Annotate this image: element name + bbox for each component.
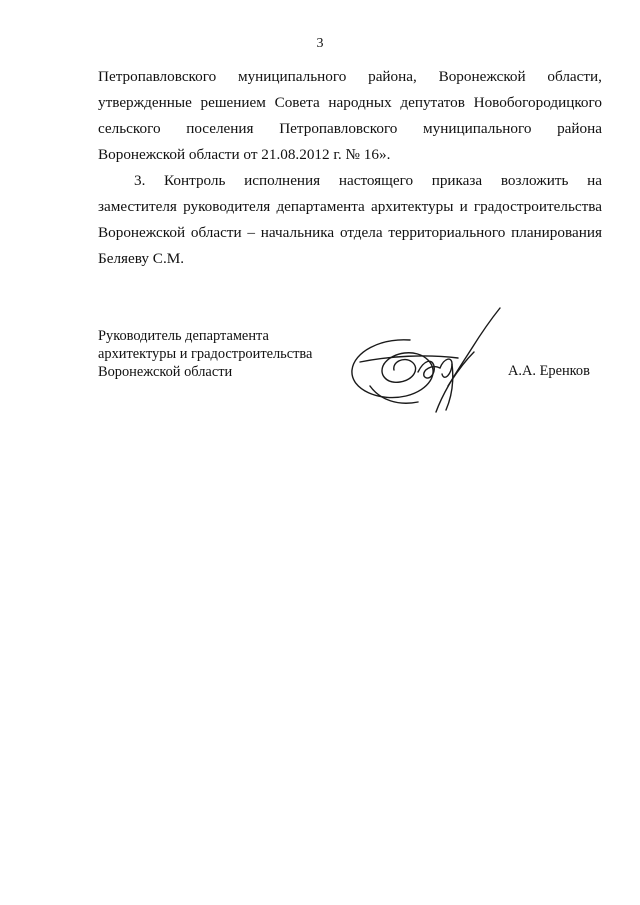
position-line: Руководитель департамента (98, 328, 269, 344)
word: района (557, 120, 602, 137)
item-number: 3. (134, 172, 146, 189)
text-line (98, 168, 602, 194)
word: отдела (339, 224, 383, 241)
text-line (98, 116, 602, 142)
signatory-position (98, 327, 312, 381)
position-line: архитектуры и градостроительства (98, 346, 313, 362)
word: района, (368, 68, 417, 85)
word: Петропавловского (279, 120, 398, 137)
word: Воронежской (98, 224, 186, 241)
position-line: Воронежской области (98, 364, 233, 380)
text-line (98, 64, 602, 90)
word: депутатов (400, 94, 465, 111)
text-line (98, 194, 602, 220)
paragraph-item-3 (98, 168, 602, 272)
word: планирования (511, 224, 602, 241)
word: поселения (186, 120, 254, 137)
word: Воронежской области от 21.08.2012 г. № 16». (98, 146, 391, 163)
word: настоящего (338, 172, 414, 189)
word: Петропавловского (98, 68, 217, 85)
word: Беляеву С.М. (98, 250, 185, 267)
word: территориального (388, 224, 506, 241)
text-line (98, 142, 602, 168)
text-line (98, 220, 602, 246)
word: Новобогородицкого (473, 94, 602, 111)
paragraph-continuation (98, 64, 602, 168)
word: сельского (98, 120, 161, 137)
page-number: 3 (316, 36, 324, 51)
word: решением (200, 94, 266, 111)
word: градостроительства (473, 198, 602, 215)
word: и (459, 198, 468, 215)
word: исполнения (244, 172, 321, 189)
word: департамента (276, 198, 365, 215)
signatory-name: А.А. Еренков (508, 363, 590, 379)
word: Контроль (164, 172, 226, 189)
word: возложить (500, 172, 569, 189)
word: приказа (431, 172, 483, 189)
word: на (587, 172, 602, 189)
word: области, (547, 68, 602, 85)
word: начальника (260, 224, 335, 241)
word: руководителя (183, 198, 271, 215)
word: Воронежской (438, 68, 526, 85)
handwritten-signature (340, 300, 510, 420)
word: заместителя (98, 198, 177, 215)
word: народных (328, 94, 392, 111)
word: утвержденные (98, 94, 192, 111)
word: муниципального (237, 68, 347, 85)
word: – (247, 224, 255, 241)
text-line (98, 246, 602, 272)
word: Совета (274, 94, 320, 111)
word: архитектуры (370, 198, 454, 215)
text-line (98, 90, 602, 116)
word: муниципального (423, 120, 532, 137)
word: области (190, 224, 242, 241)
